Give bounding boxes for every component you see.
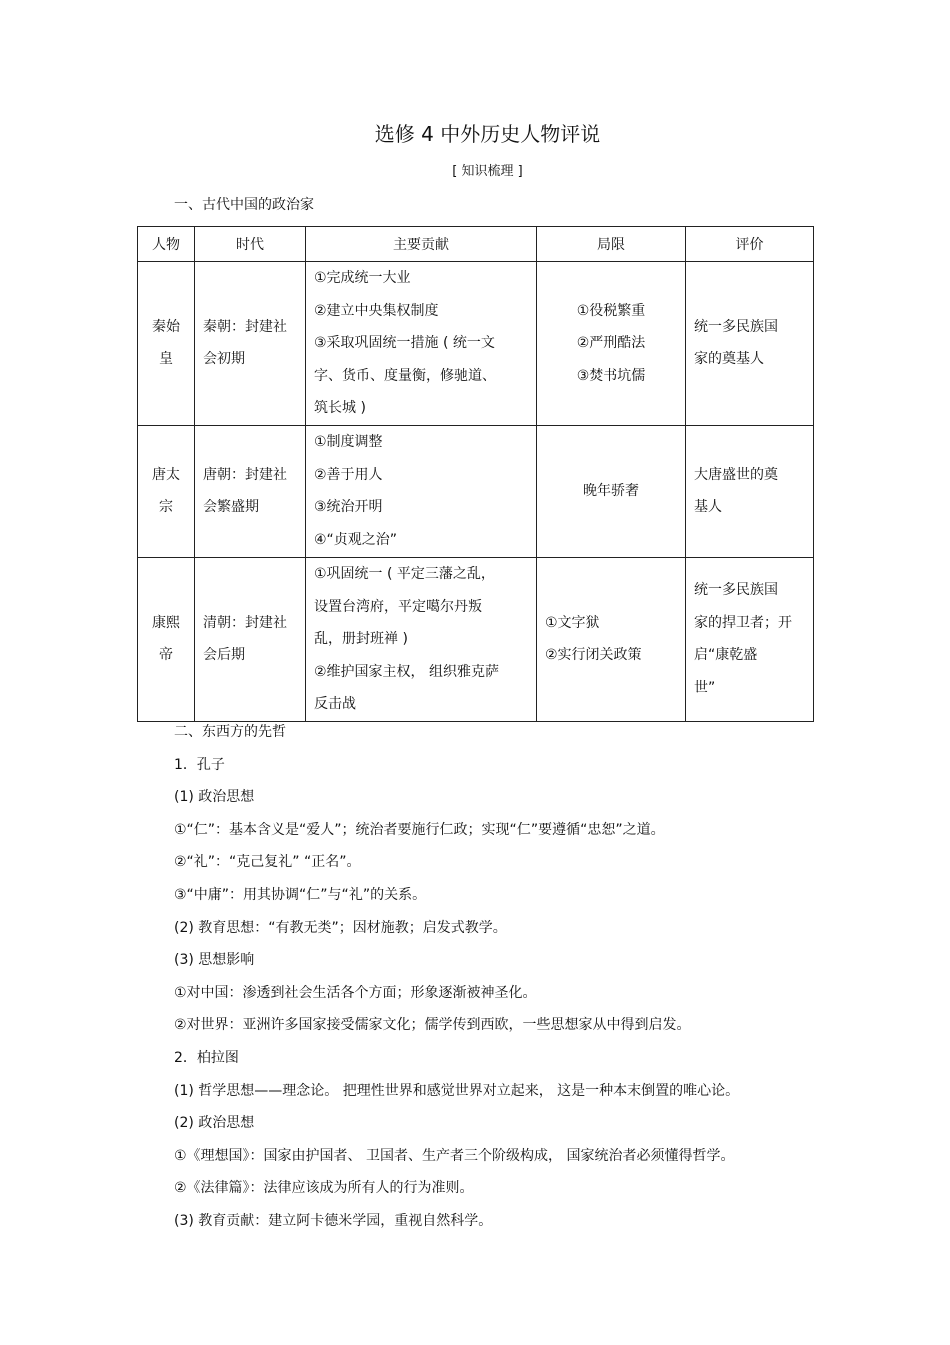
paragraph: 2．柏拉图 xyxy=(174,1049,239,1066)
header-evaluation: 评价 xyxy=(686,227,814,262)
cell-line: 会繁盛期 xyxy=(203,499,259,516)
paragraph: 1．孔子 xyxy=(174,756,225,773)
cell-evaluation xyxy=(686,425,814,557)
cell-contribution xyxy=(306,262,537,426)
paragraph: (3) 思想影响 xyxy=(174,952,255,969)
paragraph: (1) 哲学思想——理念论。 把理性世界和感觉世界对立起来， 这是一种本末倒置的唯心论。 xyxy=(174,1082,740,1099)
table-row xyxy=(138,425,814,557)
paragraph: (1) 政治思想 xyxy=(174,789,255,806)
cell-limitation xyxy=(537,262,686,426)
cell-line: 家的奠基人 xyxy=(694,351,764,368)
cell-line: 乱，册封班禅 ) xyxy=(314,631,408,648)
cell-line: 筑长城 ) xyxy=(314,400,366,417)
page-title: 选修 4 中外历史人物评说 xyxy=(374,122,601,146)
paragraph: (2) 教育思想：“有教无类”；因材施教；启发式教学。 xyxy=(174,919,507,936)
cell-line: 设置台湾府，平定噶尔丹叛 xyxy=(314,598,482,615)
cell-line: ①巩固统一 ( 平定三藩之乱， xyxy=(314,565,495,582)
cell-line: 家的捍卫者；开 xyxy=(694,614,792,631)
cell-era xyxy=(195,557,306,721)
cell-line: ①役税繁重 xyxy=(576,302,646,319)
cell-line: 统一多民族国 xyxy=(694,318,778,335)
cell-line: 秦始 xyxy=(152,318,180,335)
cell-line: ②维护国家主权， 组织雅克萨 xyxy=(314,663,500,680)
cell-contribution xyxy=(306,425,537,557)
table-header-row xyxy=(138,227,814,262)
cell-line: ②严刑酷法 xyxy=(576,335,646,352)
paragraph: (2) 政治思想 xyxy=(174,1115,255,1132)
cell-line: 大唐盛世的奠 xyxy=(694,466,778,483)
cell-person xyxy=(138,557,195,721)
paragraph: ②《法律篇》：法律应该成为所有人的行为准则。 xyxy=(174,1180,474,1197)
cell-line: 统一多民族国 xyxy=(694,582,778,599)
table-row xyxy=(138,262,814,426)
cell-person xyxy=(138,262,195,426)
cell-era xyxy=(195,425,306,557)
section-heading-philosophers: 二、东西方的先哲 xyxy=(174,724,286,740)
statesmen-table xyxy=(137,226,814,722)
cell-line: ③采取巩固统一措施 ( 统一文 xyxy=(314,335,495,352)
paragraph: ②“礼”：“克己复礼” “正名”。 xyxy=(174,854,361,871)
cell-line: ②实行闭关政策 xyxy=(545,647,642,664)
cell-line: 世” xyxy=(694,680,716,697)
cell-line: ①完成统一大业 xyxy=(314,270,411,286)
cell-line: ③统治开明 xyxy=(314,499,383,516)
cell-evaluation xyxy=(686,557,814,721)
header-person: 人物 xyxy=(138,227,195,262)
cell-line: 秦朝：封建社 xyxy=(203,318,287,335)
cell-line: 基人 xyxy=(694,499,722,516)
cell-line: 清朝：封建社 xyxy=(203,614,287,631)
cell-evaluation xyxy=(686,262,814,426)
cell-line: 唐朝：封建社 xyxy=(203,466,287,483)
cell-line: ①文字狱 xyxy=(545,614,600,631)
cell-era xyxy=(195,262,306,426)
cell-line: 启“康乾盛 xyxy=(694,647,758,664)
paragraph: ①“仁”：基本含义是“爱人”；统治者要施行仁政；实现“仁”要遵循“忠恕”之道。 xyxy=(174,821,665,838)
cell-line: ④“贞观之治” xyxy=(314,532,398,549)
cell-line: 皇 xyxy=(159,351,173,368)
paragraph: ②对世界：亚洲许多国家接受儒家文化；儒学传到西欧，一些思想家从中得到启发。 xyxy=(174,1017,691,1034)
cell-line: ③焚书坑儒 xyxy=(576,367,646,384)
paragraph: ③“中庸”：用其协调“仁”与“礼”的关系。 xyxy=(174,886,427,903)
paragraph: ①对中国：渗透到社会生活各个方面；形象逐渐被神圣化。 xyxy=(174,984,537,1001)
section-subtitle: [ 知识梳理 ] xyxy=(452,164,523,179)
paragraph: (3) 教育贡献：建立阿卡德米学园，重视自然科学。 xyxy=(174,1212,493,1229)
cell-limitation xyxy=(537,557,686,721)
cell-line: 会初期 xyxy=(203,351,245,368)
cell-line: 会后期 xyxy=(203,647,245,664)
cell-line: 康熙 xyxy=(152,614,180,631)
cell-line: ②建立中央集权制度 xyxy=(314,302,439,319)
cell-line: 帝 xyxy=(159,647,173,664)
cell-line: ①制度调整 xyxy=(314,434,383,451)
paragraph: ①《理想国》：国家由护国者、 卫国者、生产者三个阶级构成， 国家统治者必须懂得哲学。 xyxy=(174,1147,735,1164)
table-row xyxy=(138,557,814,721)
cell-line: 反击战 xyxy=(314,696,356,713)
cell-line: 宗 xyxy=(159,499,173,516)
cell-contribution xyxy=(306,557,537,721)
header-era: 时代 xyxy=(195,227,306,262)
cell-person xyxy=(138,425,195,557)
header-limitation: 局限 xyxy=(537,227,686,262)
cell-line: 唐太 xyxy=(152,466,180,483)
cell-line: 晚年骄奢 xyxy=(583,483,639,500)
cell-line: 字、货币、度量衡，修驰道、 xyxy=(314,367,496,384)
header-contribution: 主要贡献 xyxy=(306,227,537,262)
section-heading-statesmen: 一、古代中国的政治家 xyxy=(174,197,314,213)
cell-limitation xyxy=(537,425,686,557)
philosophers-section xyxy=(174,716,739,1238)
cell-line: ②善于用人 xyxy=(314,466,383,483)
